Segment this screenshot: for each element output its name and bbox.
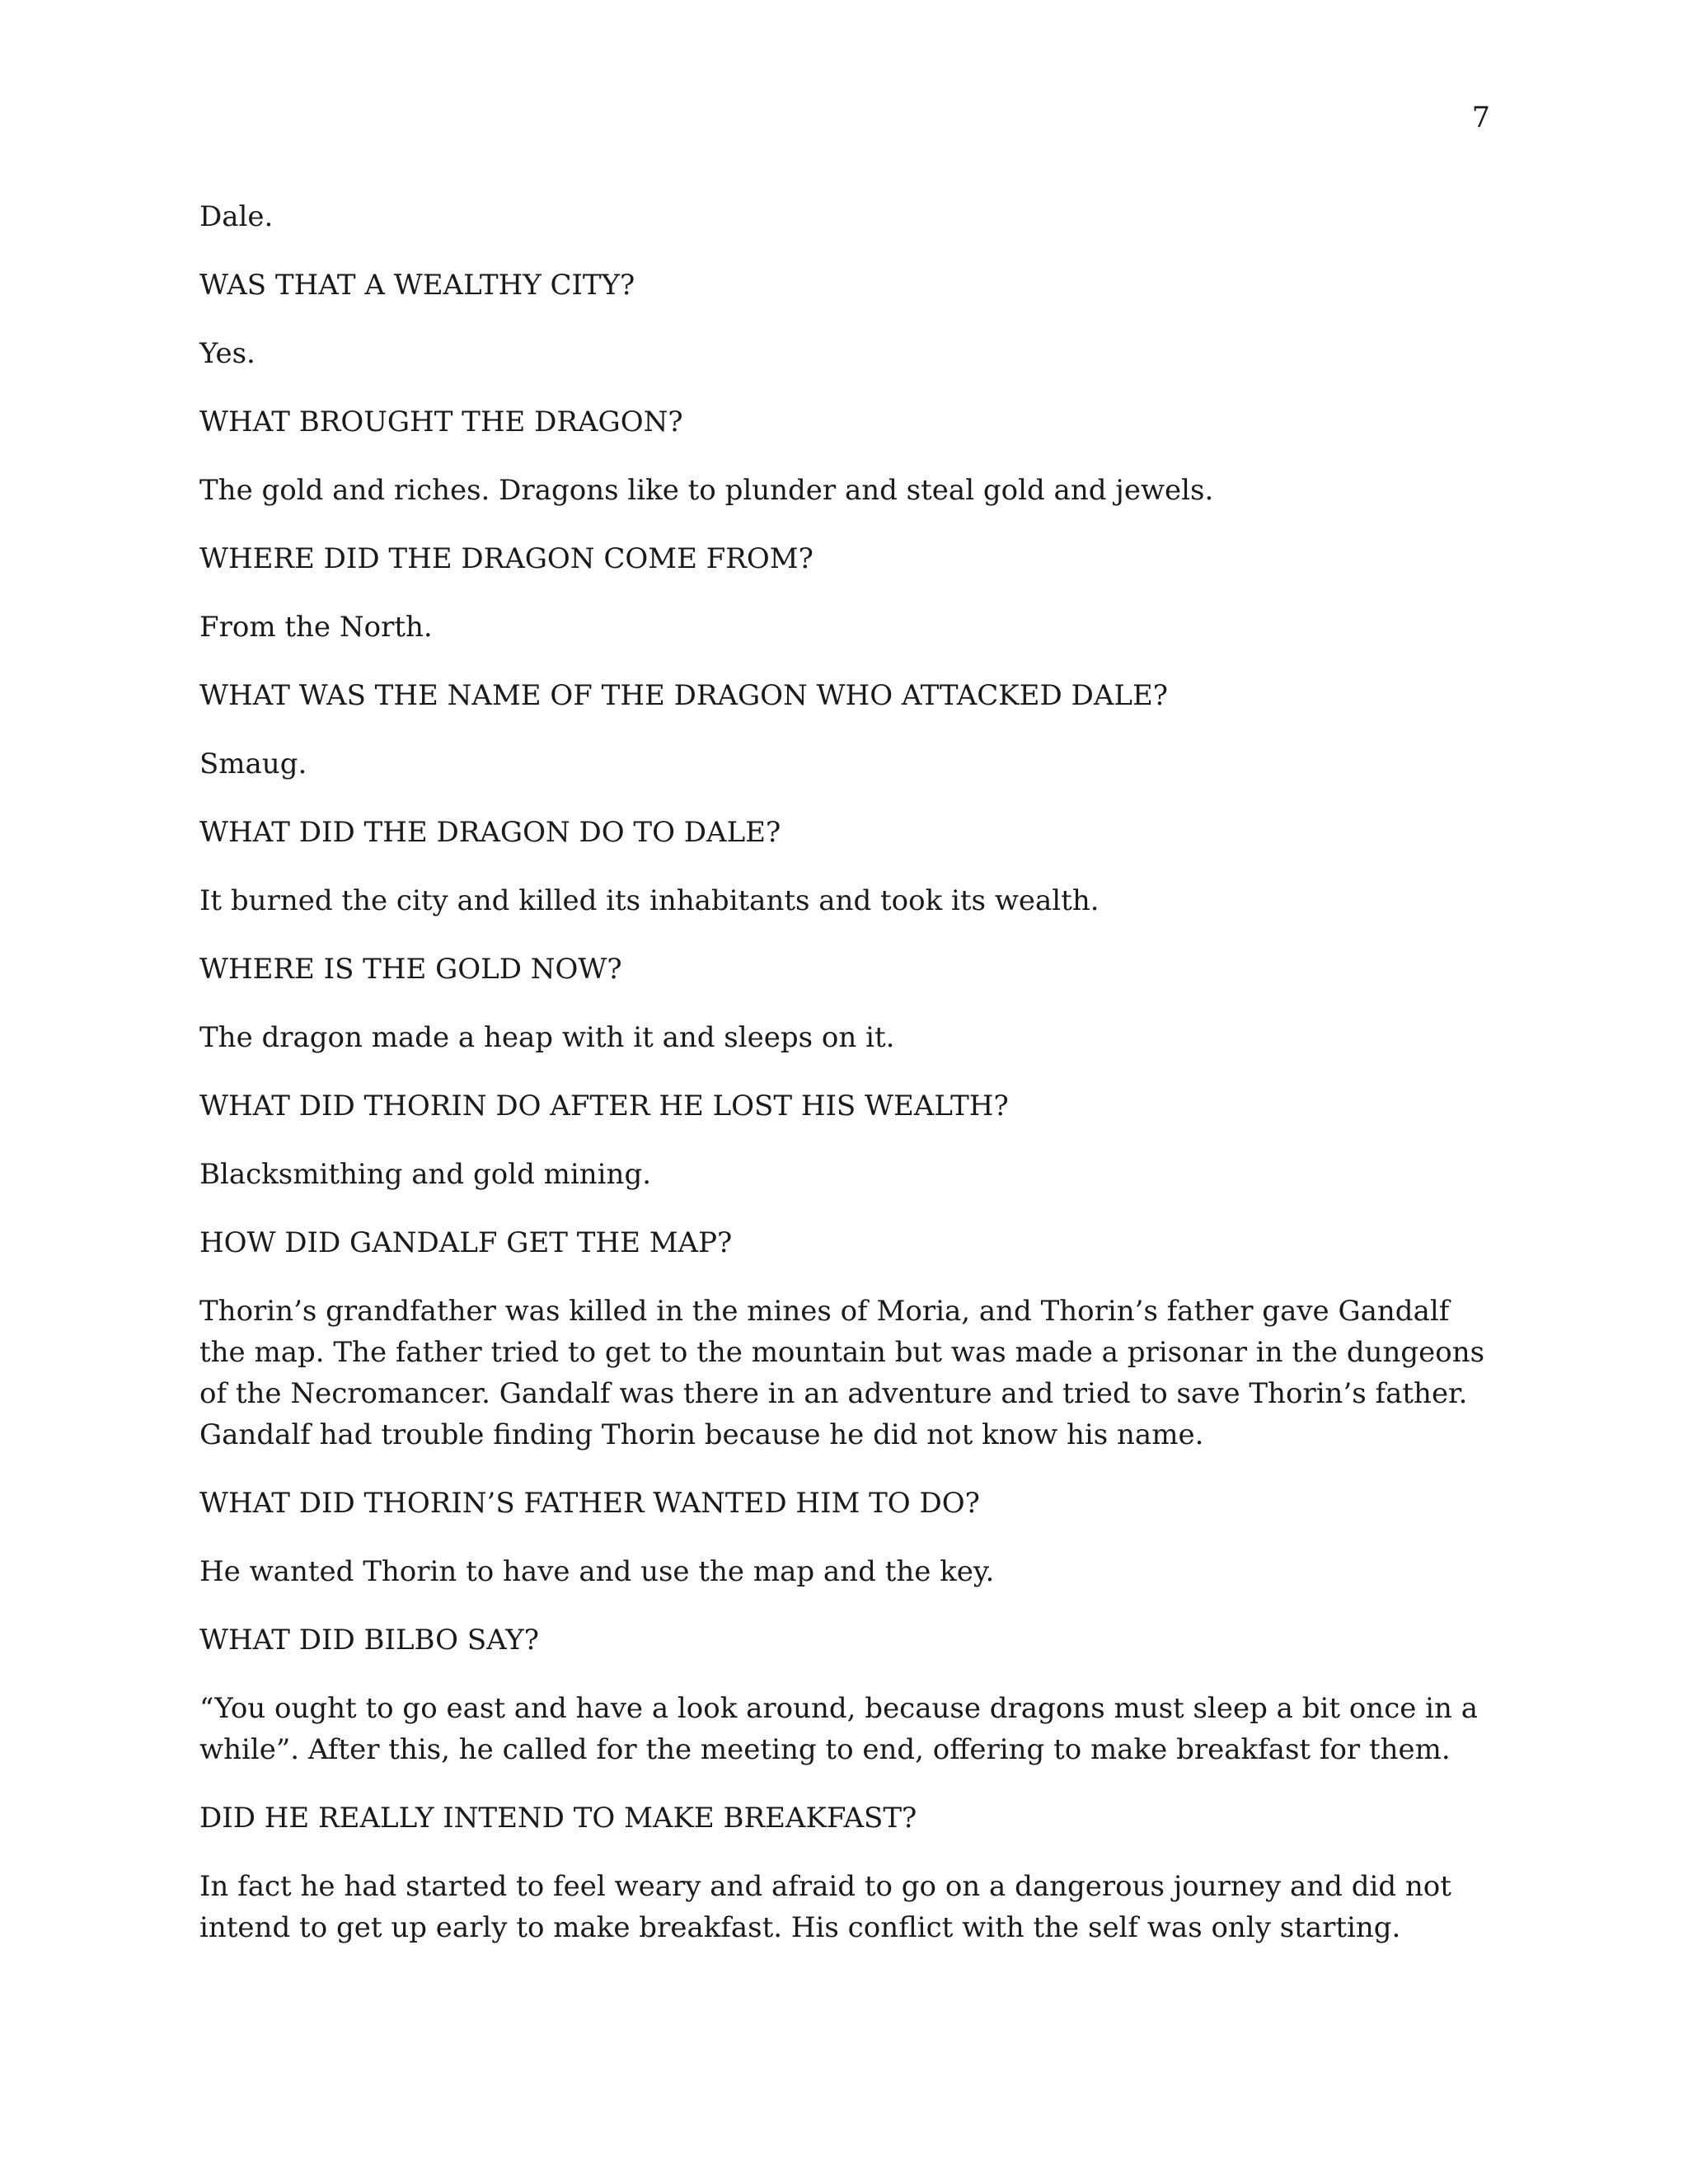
answer-paragraph: It burned the city and killed its inhabitants and took its wealth.	[199, 884, 1100, 917]
answer-paragraph: Thorin’s grandfather was killed in the mines of Moria, and Thorin’s father gave Gandalf the map. The father tried to get to the mountain but was made a prisonar in the dungeons of the Necromancer. Gandalf was there in an adventure and tried to save Thorin’s father. Gandalf had trouble finding Thorin because he did not know his name.	[199, 1295, 1485, 1451]
question-heading: WHAT WAS THE NAME OF THE DRAGON WHO ATTACKED DALE?	[199, 679, 1169, 712]
question-heading: WHAT DID THE DRAGON DO TO DALE?	[199, 816, 781, 849]
answer-paragraph: Blacksmithing and gold mining.	[199, 1158, 652, 1191]
answer-paragraph: “You ought to go east and have a look around, because dragons must sleep a bit once in a while”. After this, he called for the meeting to end, offering to make breakfast for them.	[199, 1692, 1479, 1766]
answer-paragraph: Smaug.	[199, 748, 307, 780]
question-heading: WHERE DID THE DRAGON COME FROM?	[199, 542, 814, 575]
answer-paragraph: The dragon made a heap with it and sleeps on it.	[199, 1021, 895, 1054]
question-heading: WHAT DID BILBO SAY?	[199, 1624, 539, 1657]
question-heading: HOW DID GANDALF GET THE MAP?	[199, 1226, 733, 1259]
question-heading: WHAT DID THORIN’S FATHER WANTED HIM TO DO?	[199, 1487, 980, 1520]
qa-content	[199, 196, 1493, 1975]
answer-paragraph: Dale.	[199, 200, 274, 233]
question-heading: WAS THAT A WEALTHY CITY?	[199, 269, 635, 302]
question-heading: DID HE REALLY INTEND TO MAKE BREAKFAST?	[199, 1802, 917, 1835]
question-heading: WHERE IS THE GOLD NOW?	[199, 953, 622, 986]
question-heading: WHAT DID THORIN DO AFTER HE LOST HIS WEALTH?	[199, 1090, 1009, 1122]
answer-paragraph: He wanted Thorin to have and use the map and the key.	[199, 1555, 995, 1588]
answer-paragraph: The gold and riches. Dragons like to plunder and steal gold and jewels.	[199, 474, 1214, 507]
page-number: 7	[1471, 101, 1490, 134]
answer-paragraph: From the North.	[199, 611, 433, 644]
answer-paragraph: In fact he had started to feel weary and afraid to go on a dangerous journey and did not intend to get up early to make breakfast. His conflict with the self was only starting.	[199, 1870, 1451, 1944]
question-heading: WHAT BROUGHT THE DRAGON?	[199, 405, 683, 438]
answer-paragraph: Yes.	[199, 337, 256, 370]
